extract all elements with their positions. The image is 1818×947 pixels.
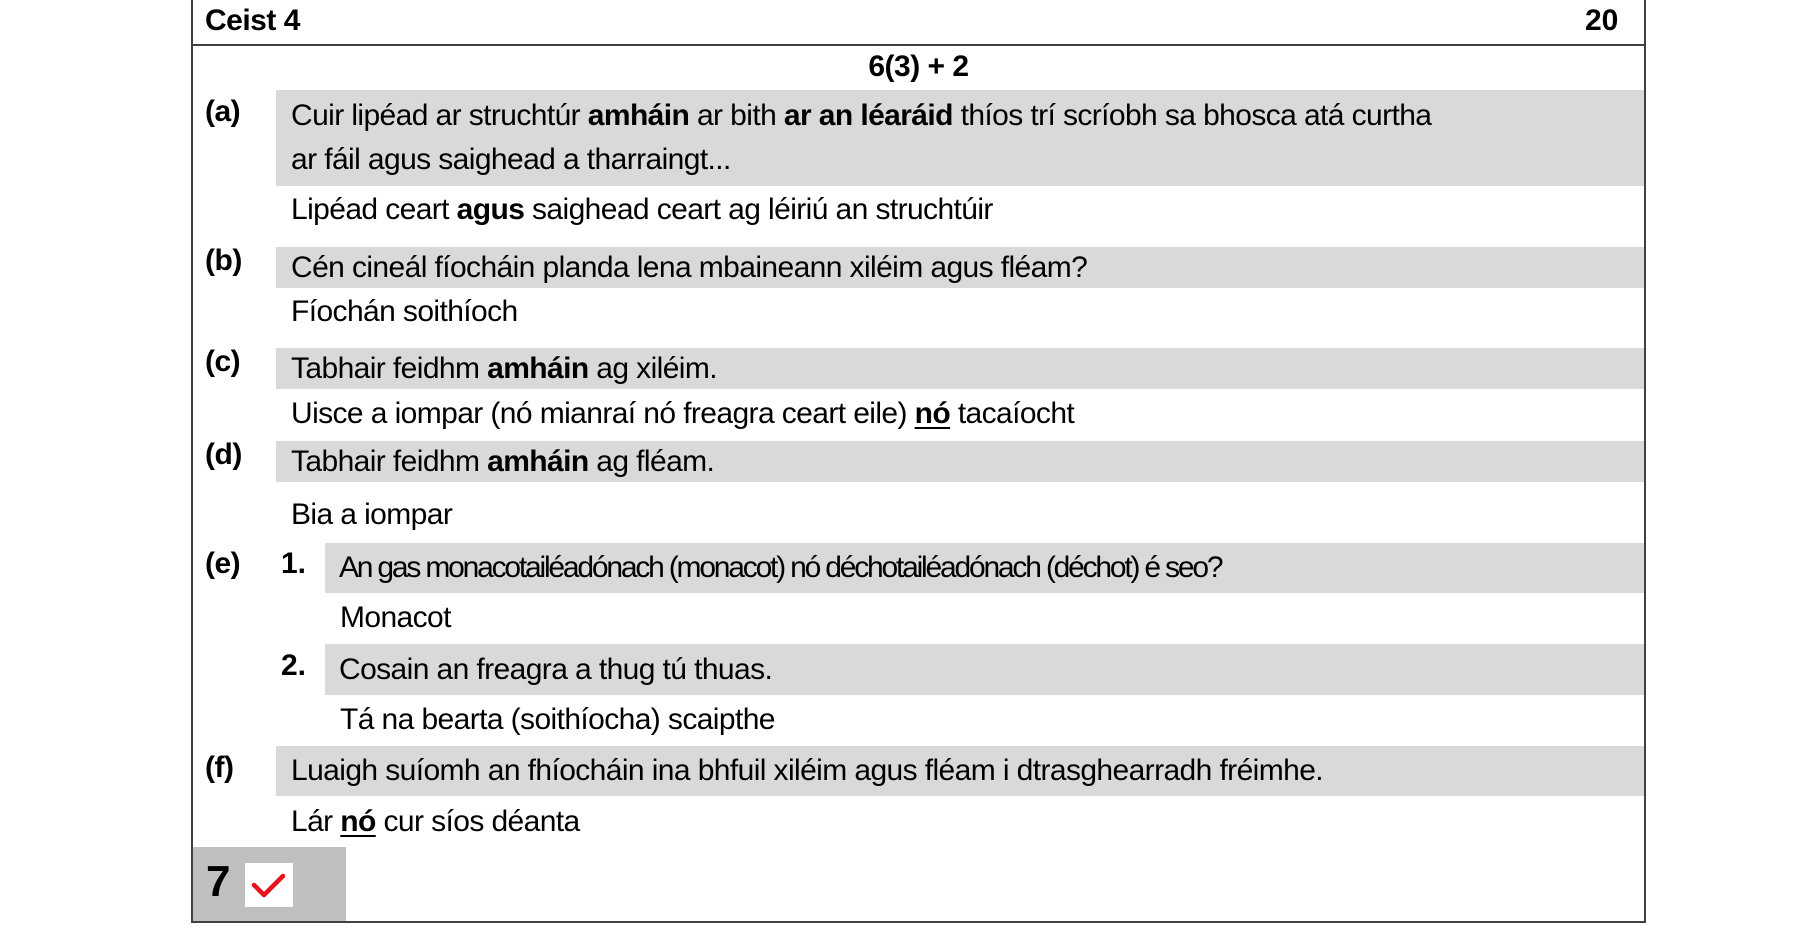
answer-e1: Monacot bbox=[340, 601, 451, 634]
question-b: Cén cineál fíocháin planda lena mbaineann xiléim agus fléam? bbox=[276, 247, 1644, 288]
total-marks: 20 bbox=[1585, 4, 1619, 37]
part-label-c: (c) bbox=[205, 345, 241, 378]
subpart-number-e2: 2. bbox=[281, 649, 307, 682]
header-divider bbox=[191, 44, 1646, 46]
part-label-f: (f) bbox=[205, 751, 234, 784]
answer-c: Uisce a iompar (nó mianraí nó freagra ceart eile) nó tacaíocht bbox=[291, 397, 1075, 430]
subpart-number-e1: 1. bbox=[281, 547, 307, 580]
part-label-e: (e) bbox=[205, 547, 241, 580]
question-title: Ceist 4 bbox=[205, 4, 300, 37]
answer-b: Fíochán soithíoch bbox=[291, 295, 518, 328]
answer-f: Lár nó cur síos déanta bbox=[291, 805, 580, 838]
question-f: Luaigh suíomh an fhíocháin ina bhfuil xiléim agus fléam i dtrasghearradh fréimhe. bbox=[276, 746, 1644, 796]
answer-a: Lipéad ceart agus saighead ceart ag léiriú an struchtúir bbox=[291, 193, 993, 226]
part-label-b: (b) bbox=[205, 244, 242, 277]
marking-scheme: 6(3) + 2 bbox=[868, 50, 969, 83]
part-label-a: (a) bbox=[205, 95, 241, 128]
red-check-mark-icon bbox=[245, 863, 293, 907]
score-value: 7 bbox=[206, 857, 231, 906]
answer-d: Bia a iompar bbox=[291, 498, 453, 531]
question-a: Cuir lipéad ar struchtúr amháin ar bith ar an léaráid thíos trí scríobh sa bhosca atá curtha ar fáil agus saighead a tharraingt... bbox=[276, 90, 1644, 186]
answer-e2: Tá na bearta (soithíocha) scaipthe bbox=[340, 703, 775, 736]
part-label-d: (d) bbox=[205, 438, 242, 471]
check-box bbox=[245, 863, 293, 907]
question-c: Tabhair feidhm amháin ag xiléim. bbox=[276, 348, 1644, 389]
question-d: Tabhair feidhm amháin ag fléam. bbox=[276, 441, 1644, 482]
question-e1: An gas monacotailéadónach (monacot) nó déchotailéadónach (déchot) é seo? bbox=[325, 543, 1644, 593]
question-e2: Cosain an freagra a thug tú thuas. bbox=[325, 644, 1644, 695]
